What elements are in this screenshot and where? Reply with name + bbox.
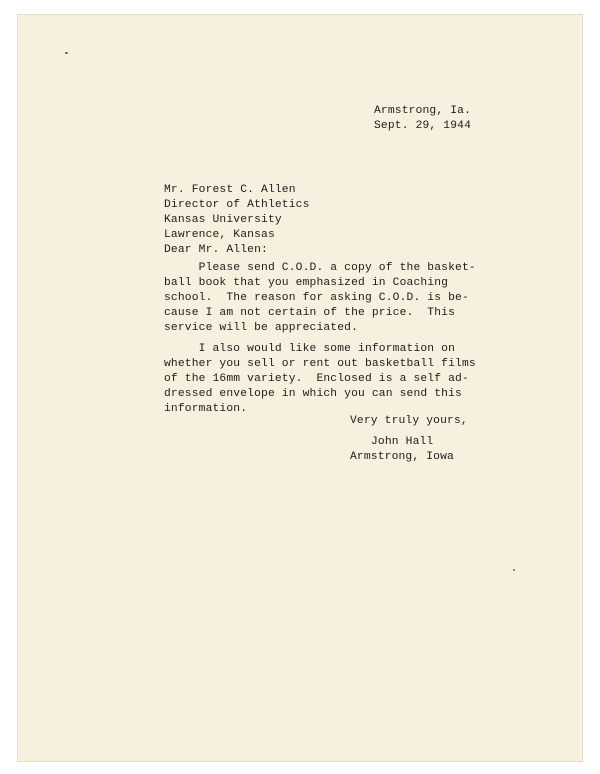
body-line: whether you sell or rent out basketball films <box>164 358 476 370</box>
body-line: cause I am not certain of the price. This <box>164 307 456 319</box>
signer-place: Armstrong, Iowa <box>350 451 454 463</box>
body-line: Please send C.O.D. a copy of the basket- <box>164 262 476 274</box>
recipient-name: Mr. Forest C. Allen <box>164 184 296 196</box>
body-line: school. The reason for asking C.O.D. is be- <box>164 292 469 304</box>
recipient-city: Lawrence, Kansas <box>164 229 275 241</box>
body-line: ball book that you emphasized in Coaching <box>164 277 449 289</box>
body-line: information. <box>164 403 248 415</box>
body-line: of the 16mm variety. Enclosed is a self ad- <box>164 373 469 385</box>
signer-name: John Hall <box>371 436 434 448</box>
paper-mark <box>513 569 515 571</box>
body-line: I also would like some information on <box>164 343 456 355</box>
body-line: dressed envelope in which you can send this <box>164 388 462 400</box>
paper-mark <box>65 52 68 54</box>
recipient-institution: Kansas University <box>164 214 282 226</box>
complimentary-close: Very truly yours, <box>350 415 468 427</box>
recipient-title: Director of Athletics <box>164 199 310 211</box>
letter-date: Sept. 29, 1944 <box>374 120 472 132</box>
sender-place: Armstrong, Ia. <box>374 105 472 117</box>
body-line: service will be appreciated. <box>164 322 359 334</box>
salutation: Dear Mr. Allen: <box>164 244 268 256</box>
